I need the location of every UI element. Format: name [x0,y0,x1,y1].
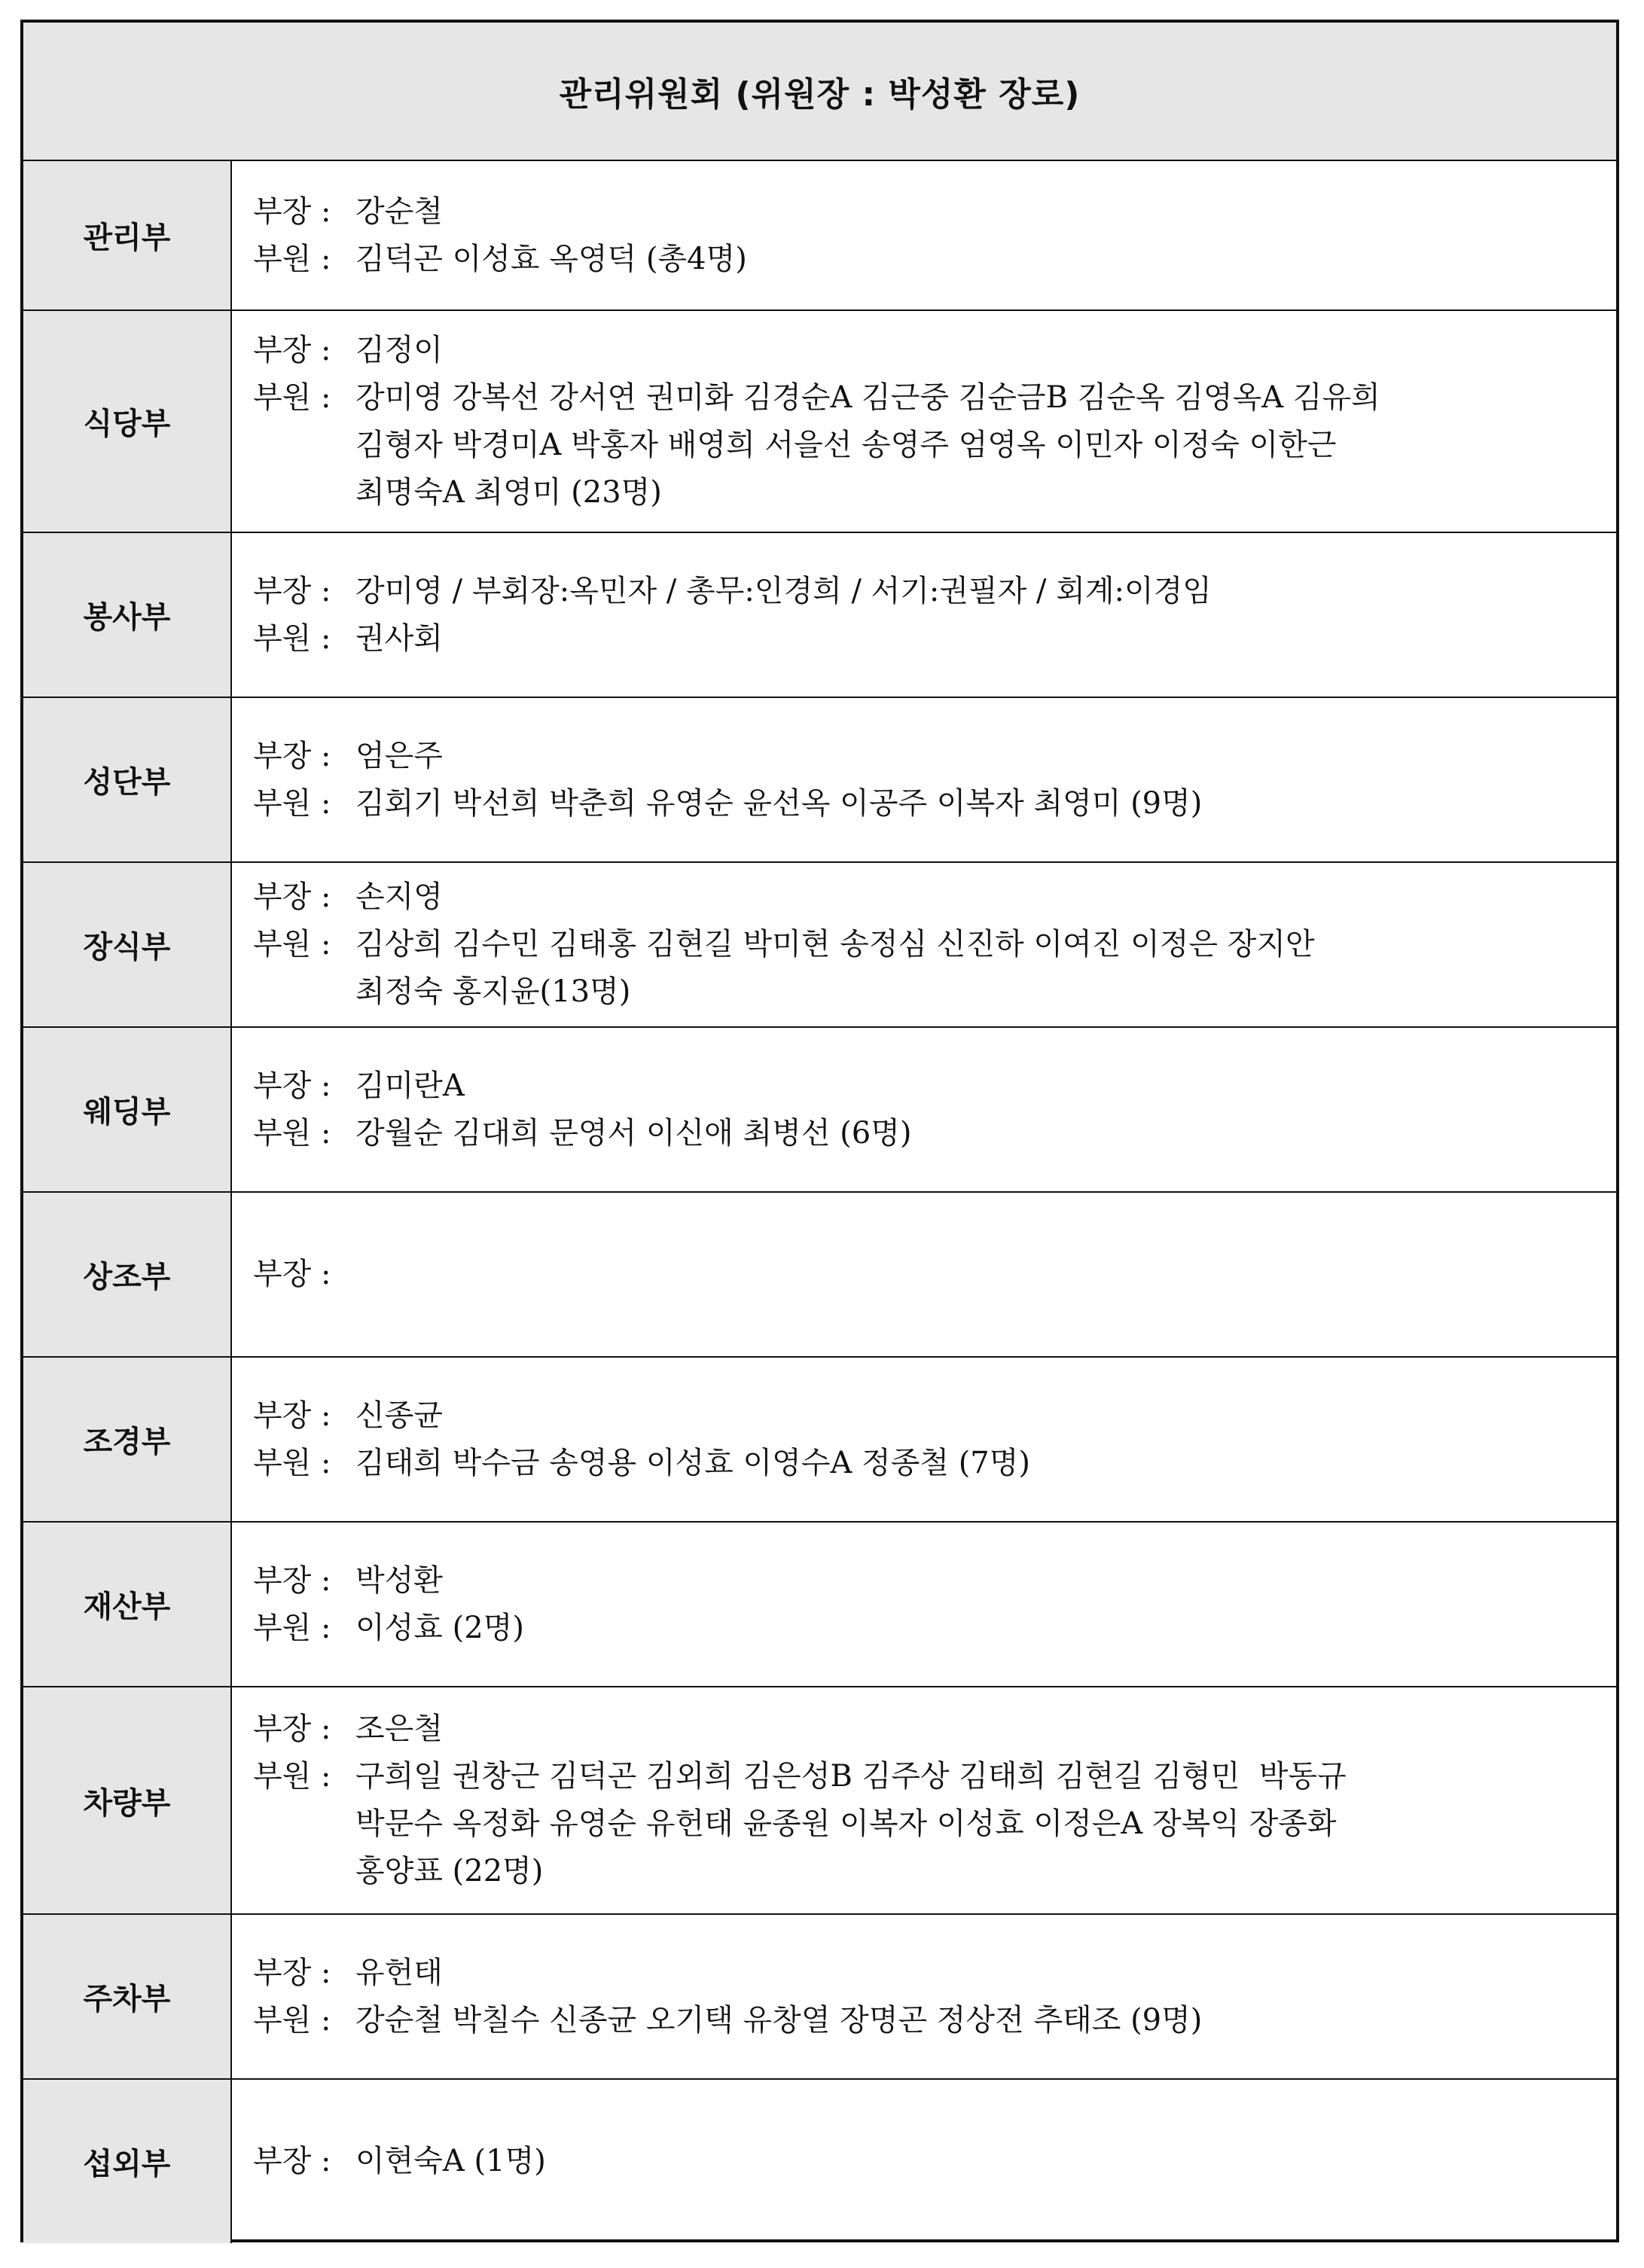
department-row [23,1192,1616,1357]
name-list-row: 조은철 [355,1712,443,1746]
name-list-row: 김상희 김수민 김태홍 김현길 박미현 송정심 신진하 이여진 이정은 장지안 [355,927,1315,962]
role-label: 부원 : [253,380,331,415]
role-value [355,1440,1601,1487]
head-line [253,1557,1601,1605]
role-value [355,1251,1601,1298]
department-members [231,1522,1616,1687]
role-label: 부원 : [253,241,331,276]
department-members [231,2079,1616,2243]
role-label: 부원 : [253,927,331,962]
role-label: 부장 : [253,2144,331,2178]
role-label: 부원 : [253,1115,331,1151]
members-line [253,236,1601,283]
name-list-row: 김회기 박선희 박춘희 유영순 윤선옥 이공주 이복자 최영미 (9명) [355,785,1203,821]
members-line [253,1753,1601,1895]
department-members [231,1914,1616,2079]
name-list-row: 최정숙 홍지윤(13명) [355,974,631,1009]
department-row [23,1914,1616,2079]
role-label: 부원 : [253,2002,331,2038]
role-value [355,1753,1601,1895]
role-label: 부원 : [253,1759,331,1794]
role-label: 부장 : [253,332,331,367]
head-line [253,188,1601,236]
name-list-row: 엄은주 [355,738,443,773]
head-line [253,1706,1601,1753]
name-list-row: 강순철 박칠수 신종균 오기택 유창열 장명곤 정상전 추태조 (9명) [355,2002,1203,2038]
members-line [253,921,1601,1016]
department-name: 관리부 [23,160,231,310]
department-row [23,2079,1616,2243]
department-row [23,697,1616,862]
department-name: 차량부 [23,1687,231,1914]
department-members [231,532,1616,697]
committee-document [20,20,1619,2242]
name-list-row: 강미영 / 부회장:옥민자 / 총무:인경희 / 서기:권필자 / 회계:이경임 [355,573,1212,608]
role-value [355,188,1601,236]
role-label: 부장 : [253,1562,331,1598]
role-value [355,327,1601,374]
head-line [253,873,1601,921]
name-list-row: 김정이 [355,332,443,367]
role-label: 부원 : [253,1445,331,1480]
role-value [355,780,1601,828]
role-value [355,615,1601,663]
department-name: 재산부 [23,1522,231,1687]
role-label: 부장 : [253,1955,331,1990]
department-name: 장식부 [23,862,231,1027]
name-list-row: 유헌태 [355,1955,443,1990]
name-list-row: 강미영 강복선 강서연 권미화 김경순A 김근중 김순금B 김순옥 김영옥A 김유희 [355,380,1380,415]
name-list-row: 이현숙A (1명) [355,2144,546,2178]
department-name: 성단부 [23,697,231,862]
role-value [355,1605,1601,1652]
department-name: 상조부 [23,1192,231,1357]
role-value [355,568,1601,615]
head-line [253,1251,1601,1298]
department-members [231,1192,1616,1357]
department-members [231,862,1616,1027]
department-name: 섭외부 [23,2079,231,2243]
name-list-row: 손지영 [355,879,443,914]
department-row [23,160,1616,310]
role-value [355,1949,1601,1997]
role-label: 부장 : [253,194,331,229]
department-row [23,1687,1616,1914]
name-list-row: 신종균 [355,1398,443,1433]
head-line [253,733,1601,780]
document-title: 관리위원회 (위원장 : 박성환 장로) [23,23,1616,160]
role-value [355,1706,1601,1753]
department-name: 봉사부 [23,532,231,697]
role-label: 부원 : [253,1610,331,1645]
department-row [23,310,1616,532]
name-list-row: 박문수 옥정화 유영순 유헌태 윤종원 이복자 이성효 이정은A 장복익 장종화 [355,1806,1337,1841]
name-list-row: 권사회 [355,620,443,656]
head-line [253,1062,1601,1110]
members-line [253,1440,1601,1487]
department-members [231,160,1616,310]
department-name: 조경부 [23,1357,231,1522]
head-line [253,1392,1601,1440]
role-label: 부장 : [253,573,331,608]
role-value [355,921,1601,1016]
role-label: 부장 : [253,738,331,773]
role-value [355,1392,1601,1440]
head-line [253,1949,1601,1997]
name-list-row: 강월순 김대희 문영서 이신애 최병선 (6명) [355,1115,912,1151]
name-list-row: 구희일 권창근 김덕곤 김외희 김은성B 김주상 김태희 김현길 김형민 박동규 [355,1759,1347,1794]
head-line [253,2138,1601,2185]
role-value [355,1557,1601,1605]
members-line [253,1110,1601,1157]
role-value [355,1062,1601,1110]
department-row [23,532,1616,697]
department-members [231,310,1616,532]
name-list-row: 김미란A [355,1068,465,1103]
head-line [253,327,1601,374]
department-row [23,1027,1616,1192]
members-line [253,374,1601,517]
department-name: 주차부 [23,1914,231,2079]
role-value [355,2138,1601,2185]
role-value [355,1110,1601,1157]
department-name: 웨딩부 [23,1027,231,1192]
role-label: 부장 : [253,1398,331,1433]
role-label: 부장 : [253,879,331,914]
name-list-row: 김형자 박경미A 박홍자 배영희 서을선 송영주 엄영옥 이민자 이정숙 이한근 [355,427,1337,462]
department-name: 식당부 [23,310,231,532]
members-line [253,1605,1601,1652]
department-members [231,1357,1616,1522]
role-value [355,236,1601,283]
role-value [355,873,1601,921]
role-label: 부원 : [253,785,331,821]
role-value [355,374,1601,517]
department-row [23,1522,1616,1687]
department-members [231,697,1616,862]
role-label: 부장 : [253,1068,331,1103]
name-list-row: 김덕곤 이성효 옥영덕 (총4명) [355,241,747,276]
role-value [355,1997,1601,2044]
title-row [23,23,1616,160]
role-label: 부원 : [253,620,331,656]
department-row [23,862,1616,1027]
name-list-row: 박성환 [355,1562,443,1598]
role-label: 부장 : [253,1712,331,1746]
name-list-row: 김태희 박수금 송영용 이성효 이영수A 정종철 (7명) [355,1445,1030,1480]
name-list-row: 홍양표 (22명) [355,1854,544,1888]
department-members [231,1687,1616,1914]
name-list-row: 최명숙A 최영미 (23명) [355,474,662,510]
members-line [253,615,1601,663]
committee-table [23,23,1616,2243]
department-members [231,1027,1616,1192]
members-line [253,780,1601,828]
head-line [253,568,1601,615]
name-list-row: 이성효 (2명) [355,1610,524,1645]
department-row [23,1357,1616,1522]
role-value [355,733,1601,780]
members-line [253,1997,1601,2044]
role-label: 부장 : [253,1257,331,1291]
name-list-row: 강순철 [355,194,443,229]
